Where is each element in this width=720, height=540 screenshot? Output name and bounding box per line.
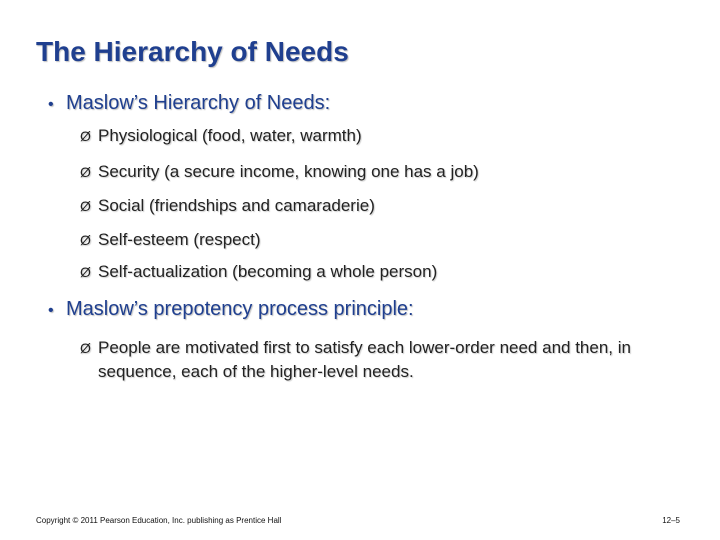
subbullet-text: Security (a secure income, knowing one has a job) [98, 162, 479, 181]
bullet-dot-icon: • [48, 96, 54, 113]
bullet-text: Maslow’s prepotency process principle: [66, 298, 414, 320]
copyright-footer: Copyright © 2011 Pearson Education, Inc. publishing as Prentice Hall [36, 516, 282, 525]
arrow-bullet-icon: Ø [80, 340, 91, 356]
subbullet-text: Self-esteem (respect) [98, 230, 261, 249]
subbullet-text: Physiological (food, water, warmth) [98, 126, 362, 145]
page-number: 12–5 [662, 516, 680, 525]
bullet-prepotency-principle [48, 298, 414, 321]
arrow-bullet-icon: Ø [80, 198, 91, 214]
subbullet-self-actualization [80, 260, 638, 284]
subbullet-text: Social (friendships and camaraderie) [98, 196, 375, 215]
subbullet-social [80, 194, 638, 218]
subbullet-motivation-sequence [80, 336, 638, 384]
subbullet-self-esteem [80, 228, 638, 252]
arrow-bullet-icon: Ø [80, 128, 91, 144]
arrow-bullet-icon: Ø [80, 164, 91, 180]
arrow-bullet-icon: Ø [80, 232, 91, 248]
slide-title: The Hierarchy of Needs [36, 36, 349, 67]
subbullet-text: Self-actualization (becoming a whole person) [98, 262, 438, 281]
bullet-text: Maslow’s Hierarchy of Needs: [66, 92, 331, 114]
subbullet-text: People are motivated first to satisfy each lower-order need and then, in sequence, each of the higher-level needs. [98, 338, 631, 381]
bullet-dot-icon: • [48, 302, 54, 319]
bullet-maslow-hierarchy [48, 92, 330, 115]
subbullet-security [80, 160, 638, 184]
subbullet-physiological [80, 124, 638, 148]
arrow-bullet-icon: Ø [80, 264, 91, 280]
